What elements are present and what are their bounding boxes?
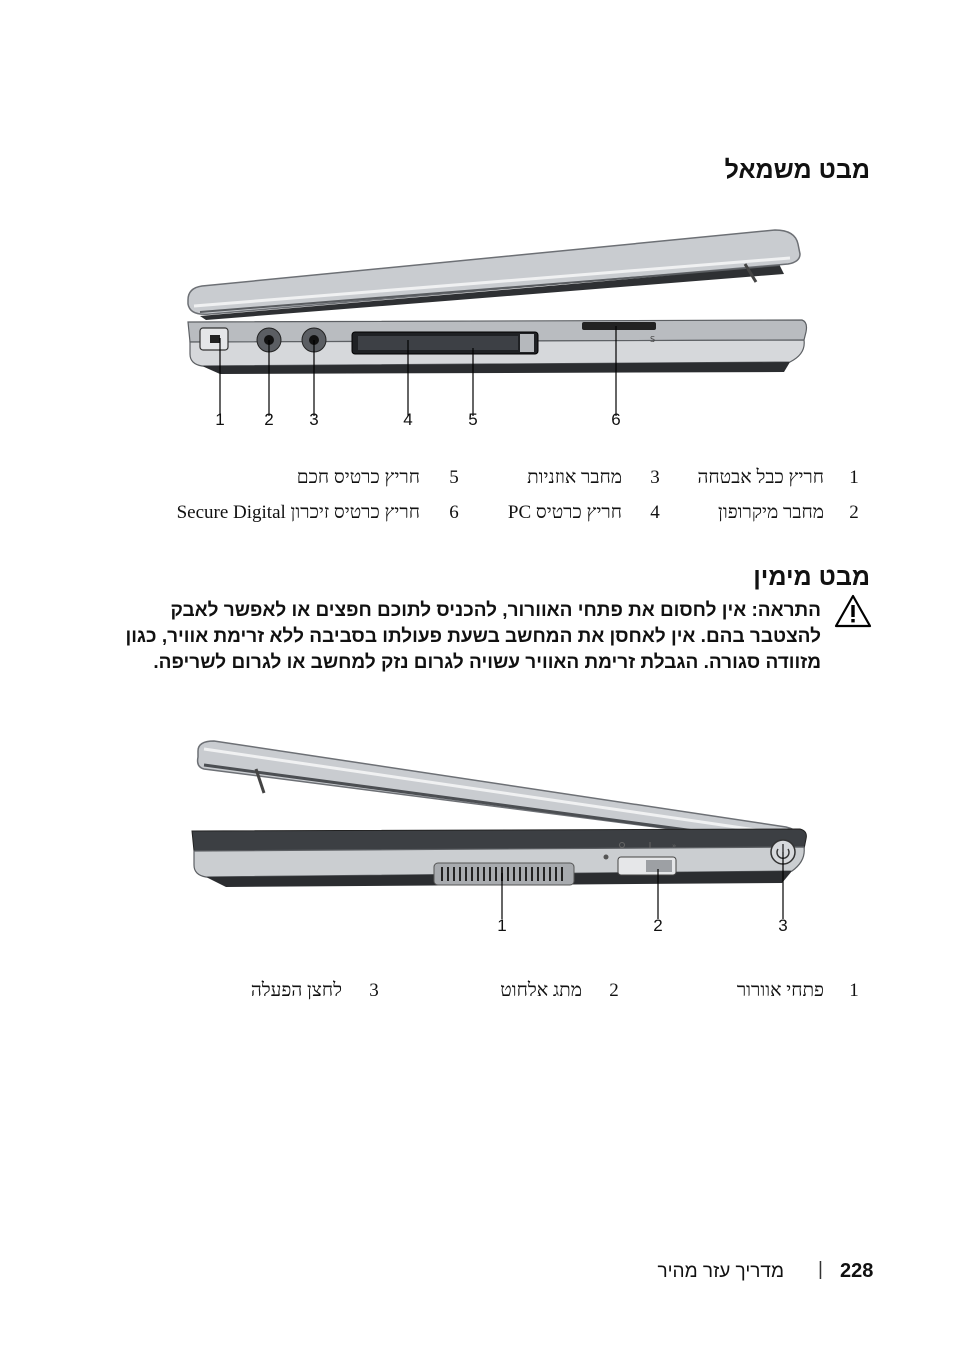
footer-separator: |: [818, 1259, 823, 1280]
svg-text:S: S: [650, 335, 656, 344]
laptop-right-side-illustration: [186, 735, 816, 945]
callout-number: 3: [309, 410, 319, 429]
callout-number: 6: [611, 410, 621, 429]
left-view-title: מבט משמאל: [724, 156, 870, 184]
callout-number: 4: [403, 410, 413, 429]
warning-triangle-icon: [834, 594, 872, 628]
legend-number: 3: [369, 980, 379, 1001]
legend-number: 2: [609, 980, 619, 1001]
legend-text: פתחי אוורור: [736, 980, 824, 1001]
laptop-left-side-illustration: [180, 222, 810, 422]
callout-number: 3: [778, 916, 788, 935]
legend-text: לחצן הפעלה: [250, 980, 342, 1001]
page-number: 228: [840, 1260, 874, 1282]
legend-text: מתג אלחוט: [500, 980, 582, 1001]
legend-text: מחבר אוזניות: [527, 467, 622, 488]
callout-number: 5: [468, 410, 478, 429]
caution-text: אין לחסום את פתחי האוורור, להכניס לתוכם חפצים או לאפשר לאבק להצטבר בהם. אין לאחסן את המחשב בשעת פעולתו בסביבה ללא זרימת אוויר, כגון מזוודה סגורה. הגבלת זרימת האוויר עשויה לגרום נזק למחשב או לגרום לשריפה.: [125, 600, 821, 673]
legend-number: 6: [449, 502, 459, 523]
right-view-title: מבט מימין: [753, 563, 870, 591]
legend-text: חריץ כרטיס זיכרון Secure Digital: [176, 502, 420, 523]
legend-text: חריץ כרטיס חכם: [296, 467, 420, 488]
legend-text: מחבר מיקרופון: [717, 502, 824, 523]
callout-number: 2: [264, 410, 274, 429]
legend-number: 3: [650, 467, 660, 488]
caution-notice: [121, 598, 821, 676]
legend-number: 1: [849, 467, 859, 488]
legend-number: 4: [650, 502, 660, 523]
guide-title: מדריך עזר מהיר: [657, 1261, 784, 1282]
legend-number: 2: [849, 502, 859, 523]
legend-number: 1: [849, 980, 859, 1001]
callout-number: 2: [653, 916, 663, 935]
legend-number: 5: [449, 467, 459, 488]
caution-label: התראה:: [751, 600, 821, 621]
callout-number: 1: [215, 410, 225, 429]
svg-text:»: »: [672, 842, 677, 850]
legend-text: חריץ כבל אבטחה: [697, 467, 824, 488]
callout-number: 1: [497, 916, 507, 935]
legend-text: חריץ כרטיס PC: [507, 502, 622, 523]
